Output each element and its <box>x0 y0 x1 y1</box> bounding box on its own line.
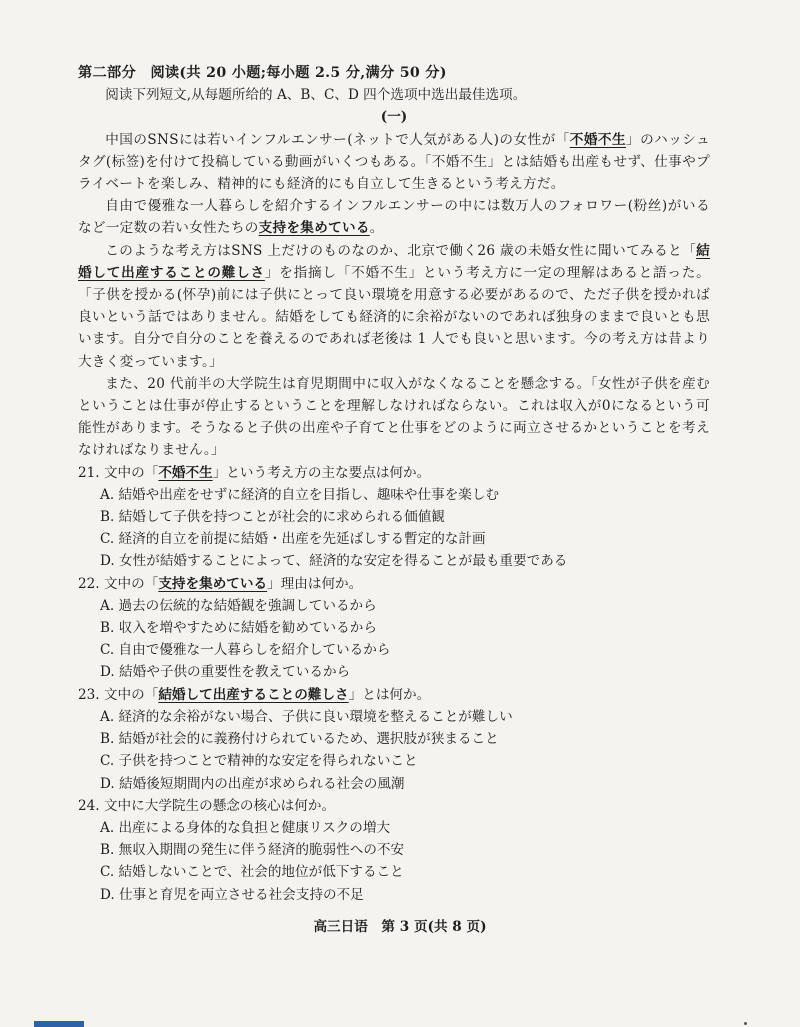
answer-options <box>78 484 710 573</box>
option-d[interactable]: D. 結婚や子供の重要性を教えているから <box>100 664 351 681</box>
underlined-phrase: 不婚不生 <box>158 464 213 481</box>
question-21 <box>78 462 710 573</box>
answer-options <box>78 595 710 684</box>
underlined-phrase: 結婚して出産することの難しさ <box>78 242 710 281</box>
option-a[interactable]: A. 出産による身体的な負担と健康リスクの増大 <box>100 819 391 836</box>
page-footer: 高三日语 第 3 页(共 8 页) <box>313 919 487 935</box>
option-d[interactable]: D. 仕事と育児を両立させる社会支持の不足 <box>100 886 364 903</box>
text-run: 中国のSNSには若いインフルエンサー(ネットで人気がある人)の女性が「 <box>105 131 570 148</box>
question-23 <box>78 684 710 795</box>
option-b[interactable]: B. 結婚が社会的に義務付けられているため、選択肢が狭まること <box>100 731 499 748</box>
option-a[interactable]: A. 過去の伝統的な結婚観を強調しているから <box>100 597 377 614</box>
text-run: 」理由は何か。 <box>267 575 363 592</box>
option-d[interactable]: D. 女性が結婚することによって、経済的な安定を得ることが最も重要である <box>100 553 568 570</box>
question-stem: 24. 文中に大学院生の懸念の核心は何か。 <box>78 797 336 814</box>
text-run: 」のハッシュタグ(标签)を付けて投稿している動画がいくつもある。「不婚不生」とは結婚も出産もせず、仕事やプライベートを楽しみ、精神的にも経済的にも自立して生きるという考え方だ。 <box>78 131 710 193</box>
option-a[interactable]: A. 経済的な余裕がない場合、子供に良い環境を整えることが難しい <box>100 708 513 725</box>
option-c[interactable]: C. 子供を持つことで精神的な安定を得られないこと <box>100 753 418 770</box>
passage-paragraph-2 <box>78 195 710 239</box>
option-b[interactable]: B. 無収入期間の発生に伴う経済的脆弱性への不安 <box>100 842 405 859</box>
corner-scan-mark <box>34 1021 84 1027</box>
question-24 <box>78 795 710 906</box>
text-run: このような考え方はSNS 上だけのものなのか、北京で働く26 歳の未婚女性に聞いてみると「 <box>105 242 697 259</box>
section-instruction: 阅读下列短文,从每题所给的 A、B、C、D 四个选项中选出最佳选项。 <box>105 87 527 104</box>
answer-options <box>78 817 710 906</box>
question-22 <box>78 573 710 684</box>
passage-number: (一) <box>380 109 408 126</box>
underlined-phrase: 支持を集めている <box>258 220 370 237</box>
exam-page <box>78 62 710 906</box>
option-b[interactable]: B. 収入を増やすために結婚を勧めているから <box>100 620 377 637</box>
text-run: 23. 文中の「 <box>78 686 159 703</box>
answer-options <box>78 706 710 795</box>
question-stem <box>78 684 710 706</box>
option-c[interactable]: C. 経済的自立を前提に結婚・出産を先延ばしする暫定的な計画 <box>100 531 486 548</box>
option-c[interactable]: C. 自由で優雅な一人暮らしを紹介しているから <box>100 642 391 659</box>
text-run: 」を指摘し「不婚不生」という考え方に一定の理解はあると語った。「子供を授かる(怀孕)前には子供にとって良い環境を用意する必要があるので、ただ子供を授かれば良いという話ではありません。結婚をしても経済的に余裕がないのであれば独身のままで良いとも思います。自分で自分のことを養えるのであれば老後は 1 人でも良いと思います。今の考え方は昔より大きく変っています。」 <box>78 264 710 370</box>
question-stem <box>78 462 710 484</box>
section-title: 第二部分 阅读(共 20 小题;每小题 2.5 分,满分 50 分) <box>78 65 447 81</box>
underlined-phrase: 結婚して出産することの難しさ <box>158 686 349 703</box>
underlined-phrase: 支持を集めている <box>158 575 268 592</box>
text-run: 」とは何か。 <box>348 686 431 703</box>
passage-paragraph-4: また、20 代前半の大学院生は育児期間中に収入がなくなることを懸念する。「女性が子供を産むということは仕事が停止するということを理解しなければならない。これは収入が0になるという可能性があります。そうなると子供の出産や子育てと仕事をどのように両立させるかということを考えなければなりません。」 <box>78 375 710 459</box>
text-run: 。 <box>369 220 384 237</box>
text-run: 」という考え方の主な要点は何か。 <box>212 464 431 481</box>
text-run: 22. 文中の「 <box>78 575 159 592</box>
option-b[interactable]: B. 結婚して子供を持つことが社会的に求められる価値観 <box>100 509 445 526</box>
text-run: 21. 文中の「 <box>78 464 159 481</box>
corner-dot <box>744 1022 747 1025</box>
underlined-phrase: 不婚不生 <box>569 131 627 148</box>
option-d[interactable]: D. 結婚後短期間内の出産が求められる社会の風潮 <box>100 775 405 792</box>
option-c[interactable]: C. 結婚しないことで、社会的地位が低下すること <box>100 864 404 881</box>
passage-paragraph-1 <box>78 129 710 196</box>
question-stem <box>78 573 710 595</box>
option-a[interactable]: A. 結婚や出産をせずに経済的自立を目指し、趣味や仕事を楽しむ <box>100 486 500 503</box>
passage-paragraph-3 <box>78 240 710 373</box>
text-run: 自由で優雅な一人暮らしを紹介するインフルエンサーの中には数万人のフォロワー(粉丝)がいるなど一定数の若い女性たちの <box>78 198 710 237</box>
